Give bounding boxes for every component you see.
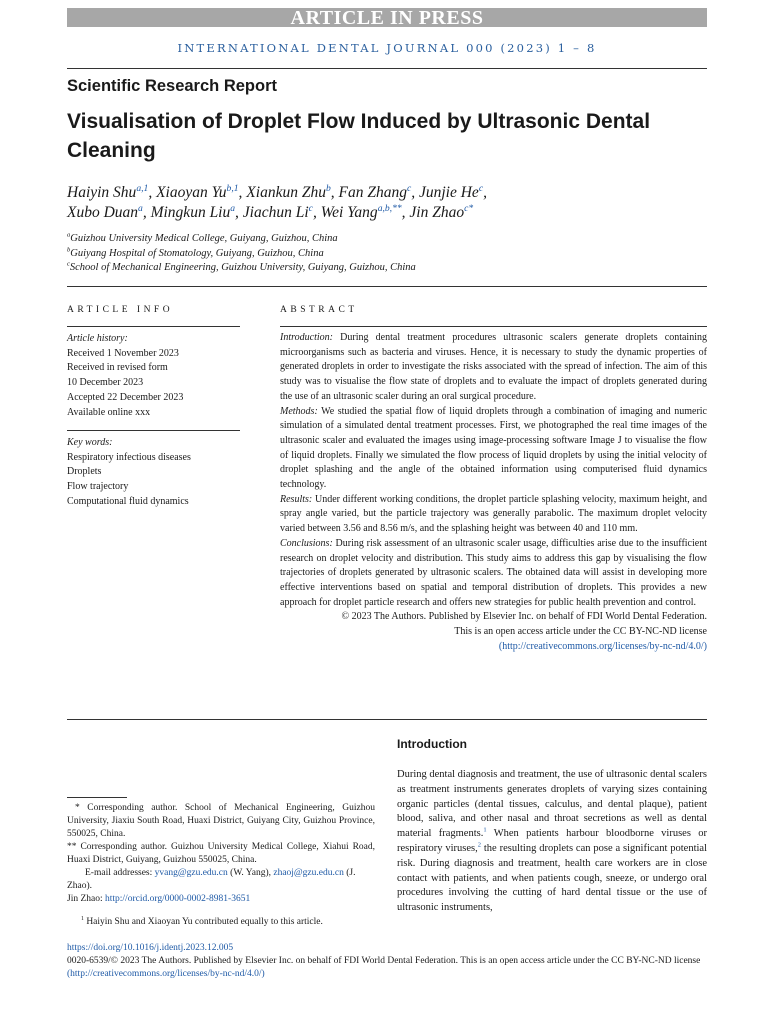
author-affiliation-marker[interactable]: c* (464, 202, 474, 214)
keyword-item: Computational fluid dynamics (67, 495, 189, 507)
author-name: Jin Zhao (409, 204, 465, 221)
author-separator: , (411, 184, 416, 201)
author-affiliation-marker[interactable]: c (478, 182, 484, 194)
footer-license-link[interactable]: (http://creativecommons.org/licenses/by-nc-nd/4.0/) (67, 969, 265, 979)
keyword-item: Respiratory infectious diseases (67, 451, 191, 463)
keyword-item: Flow trajectory (67, 481, 129, 493)
article-history-label: Article history: (67, 333, 128, 344)
author-affiliation-marker[interactable]: c (406, 182, 412, 194)
abstract-section-label: Methods: (280, 405, 318, 417)
footnote-corresponding-1: * Corresponding author. School of Mechanical Engineering, Guizhou University, Jiaxiu South Road, Huaxi District, Guiyang City, Guizhou Province, 550025, China. (67, 803, 375, 839)
abstract-section (280, 405, 707, 493)
author-separator: , (142, 204, 147, 221)
author-affiliation-marker[interactable]: a,1 (136, 182, 149, 194)
author-affiliation-marker[interactable]: a (138, 202, 143, 214)
abstract-section-label: Conclusions: (280, 537, 333, 549)
abstract-end-rule (67, 719, 707, 720)
author-name: Fan Zhang (338, 184, 407, 201)
intro-text-2: When patients harbour bloodborne viruses or respiratory viruses, (397, 828, 707, 854)
footnote-emails (67, 867, 375, 893)
author-separator: , (483, 184, 487, 201)
abstract-section-label: Results: (280, 493, 313, 505)
article-history-list (67, 347, 247, 421)
keywords-rule (67, 430, 240, 431)
author-name: Haiyin Shu (67, 184, 137, 201)
author-line-1 (67, 183, 707, 203)
affiliation-item (67, 261, 416, 276)
affiliation-item (67, 247, 416, 262)
author-separator: , (312, 204, 317, 221)
issn-license-text: 0020-6539/© 2023 The Authors. Published by Elsevier Inc. on behalf of FDI World Dental Federation. This is an open access article under the CC BY-NC-ND license (67, 956, 701, 966)
citation-1[interactable]: 1 (483, 826, 487, 834)
equal-contribution-text: Haiyin Shu and Xiaoyan Yu contributed equally to this article. (83, 917, 323, 927)
article-category: Scientific Research Report (67, 77, 277, 95)
author-name: Wei Yang (320, 204, 378, 221)
author-name: Xubo Duan (67, 204, 139, 221)
affiliation-item (67, 232, 416, 247)
author-separator: , (235, 204, 239, 221)
article-info-rule (67, 326, 240, 327)
author-name: Junjie He (418, 184, 479, 201)
history-item: Available online xxx (67, 406, 151, 418)
affiliation-text: Guizhou University Medical College, Guiyang, Guizhou, China (70, 233, 338, 244)
author-affiliation-marker[interactable]: b (325, 182, 331, 194)
title-block-rule (67, 286, 707, 287)
affiliation-marker: b (67, 246, 71, 253)
introduction-heading: Introduction (397, 737, 467, 751)
email-owner-zhao: (J. Zhao). (67, 868, 356, 891)
footnote-rule (67, 797, 127, 798)
author-name: Xiankun Zhu (246, 184, 326, 201)
abstract-section-text: During dental treatment procedures ultrasonic scalers generate droplets containing microorganisms such as bacteria and viruses. Hence, it is necessary to study the dynamic properties of generated droplets in order to investigate the risks associated with the spread of infection. The aim of this study was to visualise the flow state of droplets and to evaluate the impact of droplets generated during the use of an ultrasonic scaler during an oral surgical procedure. (280, 332, 707, 402)
abstract-rule (280, 326, 707, 327)
author-affiliation-marker[interactable]: c (308, 202, 313, 214)
citation-2[interactable]: 2 (477, 841, 481, 849)
footnote-orcid (67, 893, 375, 906)
article-info-heading: ARTICLE INFO (67, 305, 174, 315)
history-item: Received in revised form (67, 362, 168, 374)
orcid-label: Jin Zhao: (67, 894, 103, 904)
author-separator: , (401, 204, 406, 221)
abstract-body (280, 331, 707, 654)
history-item: Accepted 22 December 2023 (67, 391, 184, 403)
author-name: Jiachun Li (242, 204, 309, 221)
footnote-corresponding-2: ** Corresponding author. Guizhou University Medical College, Xiahui Road, Huaxi District, Guiyang, Guizhou 550025, China. (67, 842, 375, 865)
intro-text-1: During dental diagnosis and treatment, the use of ultrasonic dental scalers as treatment instruments generates droplets of varying sizes containing organic particles (dental tissues, calculus, and dental plaque), patient blood, saliva, and other nasal and throat secretions as well as dental material fragments. (397, 769, 707, 840)
author-separator: , (330, 184, 335, 201)
abstract-heading: ABSTRACT (280, 305, 358, 315)
intro-text-3: the resulting droplets can pose a significant potential risk. During diagnosis and treatment, health care workers are in close contact with patients, and when patients cough, sneeze, or undergo oral procedures involving the cutting of hard dental tissue or the use of ultrasonic instruments, (397, 842, 707, 914)
history-item: 10 December 2023 (67, 377, 144, 389)
abstract-section-label: Introduction: (280, 332, 333, 343)
keyword-item: Droplets (67, 466, 102, 478)
author-separator: , (148, 184, 153, 201)
affiliations (67, 232, 416, 276)
affiliation-marker: c (67, 260, 70, 268)
doi-link[interactable]: https://doi.org/10.1016/j.identj.2023.12.005 (67, 943, 234, 953)
abstract-section (280, 331, 707, 405)
abstract-section-text: During risk assessment of an ultrasonic scaler usage, difficulties arise due to the insufficient research on droplet velocity and distribution. This study aims to address this gap by visualising the flow trajectories of droplets generated by ultrasonic scalers. The obtained data will assist in developing more effective interventions based on spatial and temporal distribution of droplets. This provides a new approach for droplet particle research and offers new strategies for public health prevention and control. (280, 537, 707, 608)
affiliation-text: School of Mechanical Engineering, Guizhou University, Guiyang, Guizhou, China (69, 262, 416, 273)
email-owner-yang: (W. Yang), (227, 868, 271, 878)
keywords-list (67, 451, 247, 510)
abstract-copyright: © 2023 The Authors. Published by Elsevier Inc. on behalf of FDI World Dental Federation. (341, 611, 707, 623)
author-line-2 (67, 203, 707, 223)
email-label: E-mail addresses: (85, 868, 153, 878)
header-rule (67, 68, 707, 69)
email-link-zhao[interactable]: zhaoj@gzu.edu.cn (273, 868, 344, 878)
article-history (67, 332, 247, 420)
abstract-section (280, 537, 707, 611)
journal-running-header: INTERNATIONAL DENTAL JOURNAL 000 (2023) 1 – 8 (177, 41, 597, 55)
abstract-section (280, 493, 707, 537)
equal-contribution-marker: 1 (81, 915, 84, 922)
history-item: Received 1 November 2023 (67, 347, 179, 359)
article-in-press-banner: ARTICLE IN PRESS (67, 8, 707, 27)
author-list (67, 183, 707, 223)
footnotes (67, 802, 375, 929)
page-footer (67, 942, 707, 981)
author-name: Mingkun Liu (150, 204, 231, 221)
article-title: Visualisation of Droplet Flow Induced by Ultrasonic Dental Cleaning (67, 110, 651, 162)
abstract-license: This is an open access article under the CC BY-NC-ND license (454, 626, 707, 638)
email-link-yang[interactable]: yvang@gzu.edu.cn (154, 868, 228, 878)
orcid-link[interactable]: http://orcid.org/0000-0002-8981-3651 (105, 894, 251, 904)
abstract-section-text: We studied the spatial flow of liquid droplets through a combination of imaging and numeric simulation of a simulated dental treatment processes. First, we photographed the real time images of the ultrasonic scaler and evaluated the images using image-processing software Image J to visualise the flow of liquid droplets. Finally we simulated the flow process of liquid droplets by using the initial velocity of droplet splashing and the angle of the obtained information using computerised fluid dynamics technology. (280, 405, 707, 491)
footnote-equal-contribution (67, 916, 375, 929)
affiliation-text: Guiyang Hospital of Stomatology, Guiyang, Guizhou, China (70, 247, 324, 259)
keywords (67, 436, 247, 510)
author-affiliation-marker[interactable]: a (230, 202, 236, 214)
keywords-label: Key words: (67, 437, 113, 448)
author-name: Xiaoyan Yu (156, 184, 227, 201)
author-affiliation-marker[interactable]: b,1 (226, 182, 239, 194)
abstract-section-text: Under different working conditions, the droplet particle splashing velocity, maximum height, and spray angle varied, but the particle trajectory was generally parabolic. The maximum droplet velocity varied between 3.56 and 8.56 m/s, and the splashing height was between 40 and 110 mm. (280, 493, 707, 535)
affiliation-marker: a (67, 231, 71, 239)
author-affiliation-marker[interactable]: a,b,** (377, 202, 402, 214)
introduction-text (397, 768, 707, 916)
abstract-license-link[interactable]: (http://creativecommons.org/licenses/by-nc-nd/4.0/) (498, 640, 707, 652)
author-separator: , (238, 184, 243, 201)
